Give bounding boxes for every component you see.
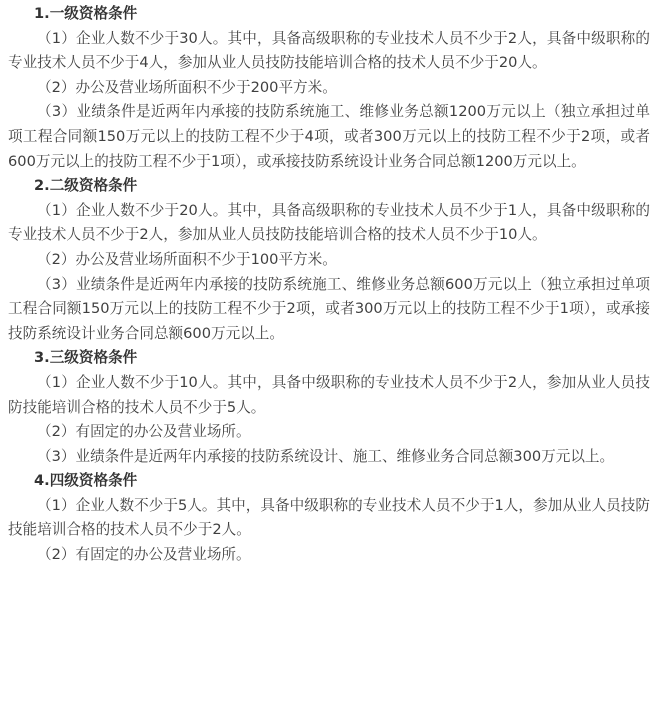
section-heading: 1.一级资格条件 — [34, 5, 138, 22]
condition-item: （1）企业人数不少于30人。其中，具备高级职称的专业技术人员不少于2人，具备中级职称的专业技术人员不少于4人，参加从业人员技防技能培训合格的技术人员不少于20人。 — [8, 29, 650, 72]
condition-item: （1）企业人数不少于5人。其中，具备中级职称的专业技术人员不少于1人，参加从业人员技防技能培训合格的技术人员不少于2人。 — [8, 496, 650, 539]
condition-item: （2）有固定的办公及营业场所。 — [37, 423, 251, 441]
condition-item: （3）业绩条件是近两年内承接的技防系统施工、维修业务总额600万元以上（独立承担过单项工程合同额150万元以上的技防工程不少于2项，或者300万元以上的技防工程不少于1项），或承接技防系统设计业务合同总额600万元以上。 — [8, 275, 650, 342]
section-heading: 4.四级资格条件 — [34, 472, 138, 490]
condition-item: （2）有固定的办公及营业场所。 — [37, 546, 251, 564]
section-heading: 2.二级资格条件 — [34, 177, 138, 195]
condition-item: （2）办公及营业场所面积不少于100平方米。 — [37, 250, 337, 268]
section-level-4 — [8, 469, 650, 567]
section-heading: 3.三级资格条件 — [34, 349, 138, 367]
condition-item: （3）业绩条件是近两年内承接的技防系统施工、维修业务总额1200万元以上（独立承担过单项工程合同额150万元以上的技防工程不少于4项，或者300万元以上的技防工程不少于2项，或者600万元以上的技防工程不少于1项），或承接技防系统设计业务合同总额1200万元以上。 — [8, 103, 650, 170]
condition-item: （3）业绩条件是近两年内承接的技防系统设计、施工、维修业务合同总额300万元以上。 — [37, 447, 615, 465]
section-level-3 — [8, 346, 650, 469]
condition-item: （1）企业人数不少于20人。其中，具备高级职称的专业技术人员不少于1人，具备中级职称的专业技术人员不少于2人，参加从业人员技防技能培训合格的技术人员不少于10人。 — [8, 201, 650, 244]
condition-item: （2）办公及营业场所面积不少于200平方米。 — [37, 78, 337, 96]
section-level-2 — [8, 174, 650, 346]
condition-item: （1）企业人数不少于10人。其中，具备中级职称的专业技术人员不少于2人，参加从业人员技防技能培训合格的技术人员不少于5人。 — [8, 373, 650, 416]
section-level-1 — [8, 2, 650, 174]
